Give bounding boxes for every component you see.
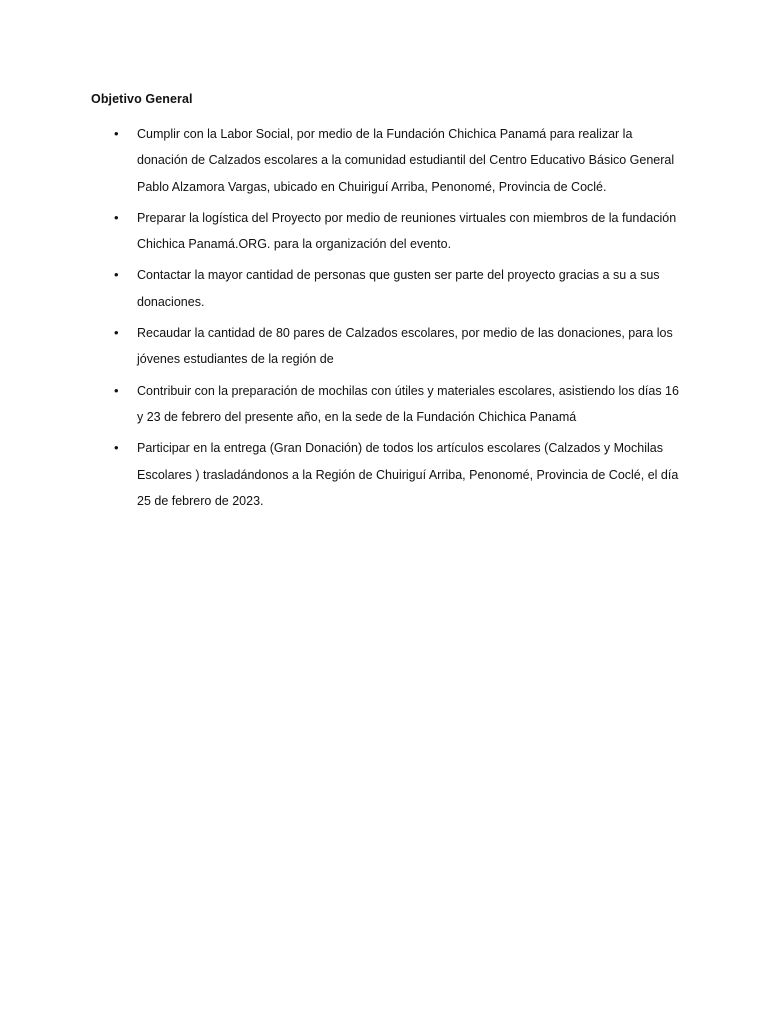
bullet-icon: •	[114, 209, 119, 225]
bullet-icon: •	[114, 382, 119, 398]
list-item-text: Cumplir con la Labor Social, por medio de la Fundación Chichica Panamá para realizar la donación de Calzados escolares a la comunidad estudiantil del Centro Educativo Básico General Pablo Alzamora Vargas, ubicado en Chuiriguí Arriba, Penonomé, Provincia de Coclé.	[137, 127, 675, 194]
list-item-text: Contactar la mayor cantidad de personas que gusten ser parte del proyecto gracias a su a sus donaciones.	[137, 268, 660, 309]
bullet-icon: •	[114, 325, 119, 341]
list-item	[0, 121, 768, 200]
list-item	[0, 262, 768, 315]
list-item-text: Recaudar la cantidad de 80 pares de Calzados escolares, por medio de las donaciones, para los jóvenes estudiantes de la región de	[137, 326, 673, 367]
section-heading: Objetivo General	[91, 92, 193, 106]
bullet-icon: •	[114, 440, 119, 456]
list-item-text: Preparar la logística del Proyecto por medio de reuniones virtuales con miembros de la fundación Chichica Panamá.ORG. para la organización del evento.	[137, 210, 677, 252]
list-item	[0, 320, 768, 373]
list-item-text: Participar en la entrega (Gran Donación) de todos los artículos escolares (Calzados y Mochilas Escolares ) trasladándonos a la Región de Chuiriguí Arriba, Penonomé, Provincia de Coclé, el día 25 de febrero de 2023.	[137, 441, 679, 508]
bullet-icon: •	[114, 267, 119, 283]
bullet-icon: •	[114, 126, 119, 141]
list-item	[0, 205, 768, 258]
list-item	[0, 378, 768, 431]
list-item	[0, 435, 768, 514]
objectives-list	[0, 121, 768, 519]
list-item-text: Contribuir con la preparación de mochilas con útiles y materiales escolares, asistiendo los días 16 y 23 de febrero del presente año, en la sede de la Fundación Chichica Panamá	[137, 383, 679, 424]
